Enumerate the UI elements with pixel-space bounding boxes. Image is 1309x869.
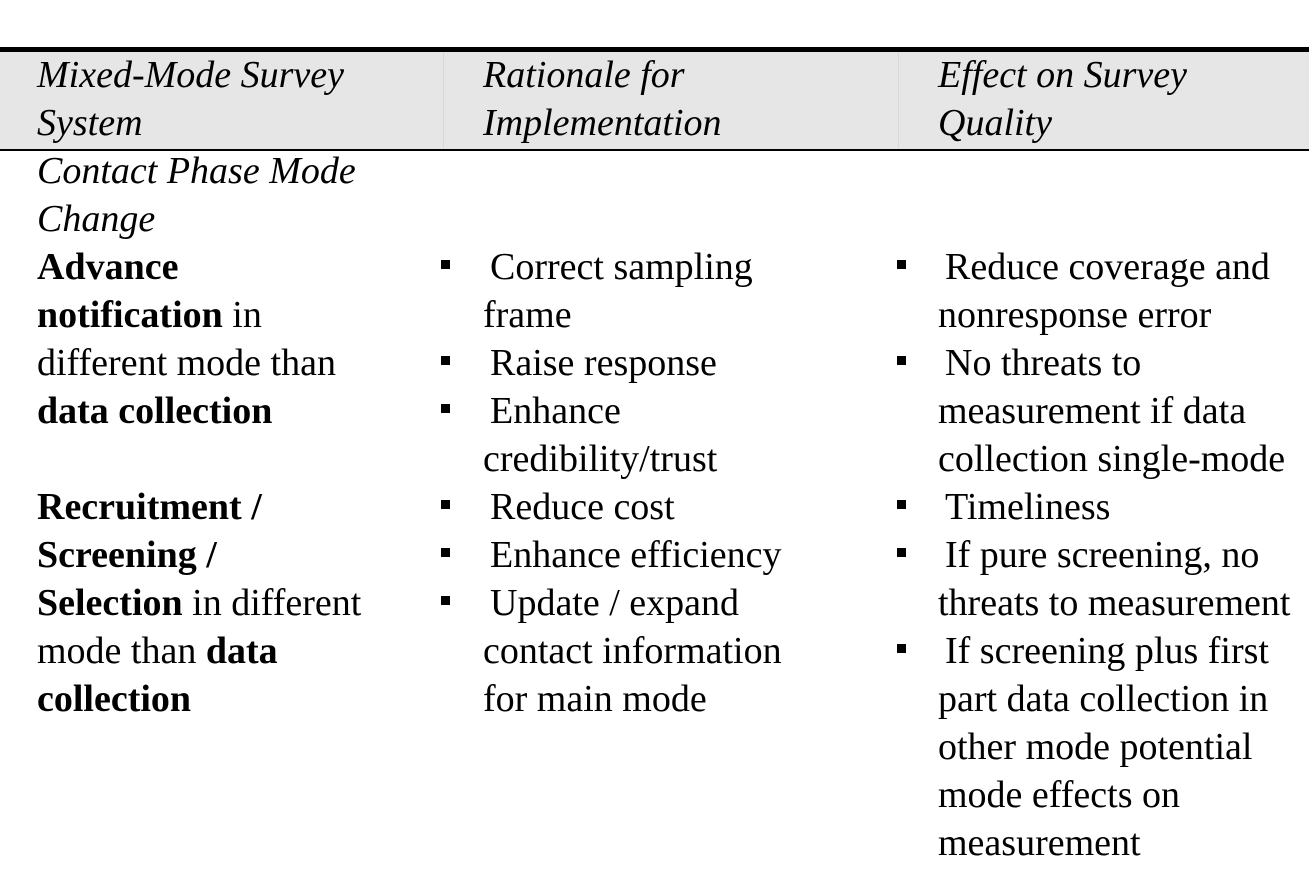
effect-item: collection single-mode <box>938 438 1286 480</box>
effect-item: If screening plus first <box>945 630 1269 672</box>
column-header: Effect on Survey <box>938 54 1188 96</box>
mode-system-text <box>37 291 262 339</box>
mode-system-text <box>37 675 191 723</box>
bullet-icon <box>441 404 450 413</box>
rationale-item: Correct sampling <box>490 246 753 288</box>
column-header: Quality <box>938 102 1052 144</box>
effect-item: mode effects on <box>938 774 1180 816</box>
mode-system-text <box>37 579 361 627</box>
column-header: Mixed-Mode Survey <box>37 54 345 96</box>
rationale-item: frame <box>483 294 572 336</box>
rationale-item: Enhance <box>490 390 621 432</box>
header-column-divider <box>898 52 899 149</box>
bold-term: collection <box>37 678 192 720</box>
bullet-icon <box>897 548 906 557</box>
effect-item: other mode potential <box>938 726 1253 768</box>
effect-item: part data collection in <box>938 678 1269 720</box>
text: in <box>222 294 262 336</box>
column-header: System <box>37 102 143 144</box>
bold-term: Screening / <box>37 534 217 576</box>
bullet-icon <box>441 596 450 605</box>
bullet-icon <box>441 356 450 365</box>
bold-term: Recruitment / <box>37 486 262 528</box>
effect-item: If pure screening, no <box>945 534 1260 576</box>
mode-system-text <box>37 243 178 291</box>
bold-term: data <box>205 630 278 672</box>
effect-item: measurement <box>938 822 1141 864</box>
rationale-item: for main mode <box>483 678 707 720</box>
section-title: Contact Phase Mode <box>37 150 356 192</box>
mode-system-text <box>37 627 278 675</box>
effect-item: No threats to <box>945 342 1142 384</box>
bold-term: Advance <box>37 246 179 288</box>
bullet-icon <box>441 548 450 557</box>
rationale-item: Reduce cost <box>490 486 675 528</box>
header-column-divider <box>443 52 444 149</box>
bold-term: data collection <box>37 390 273 432</box>
bullet-icon <box>441 500 450 509</box>
column-header: Rationale for <box>483 54 685 96</box>
effect-item: Timeliness <box>945 486 1111 528</box>
mode-system-text <box>37 387 272 435</box>
mode-system-text <box>37 483 262 531</box>
bold-term: Selection <box>37 582 183 624</box>
effect-item: measurement if data <box>938 390 1247 432</box>
bullet-icon <box>897 500 906 509</box>
bold-term: notification <box>37 294 223 336</box>
bullet-icon <box>897 356 906 365</box>
bullet-icon <box>897 260 906 269</box>
mode-system-text <box>37 339 336 387</box>
rationale-item: Update / expand <box>490 582 740 624</box>
column-header: Implementation <box>483 102 722 144</box>
mode-system-text <box>37 531 217 579</box>
rationale-item: Raise response <box>490 342 717 384</box>
bullet-icon <box>897 644 906 653</box>
bullet-icon <box>441 260 450 269</box>
effect-item: Reduce coverage and <box>945 246 1270 288</box>
text: in different <box>182 582 362 624</box>
section-title: Change <box>37 198 156 240</box>
effect-item: nonresponse error <box>938 294 1212 336</box>
text: different mode than <box>37 342 336 384</box>
effect-item: threats to measurement <box>938 582 1291 624</box>
rationale-item: Enhance efficiency <box>490 534 782 576</box>
text: mode than <box>37 630 206 672</box>
rationale-item: credibility/trust <box>483 438 718 480</box>
rationale-item: contact information <box>483 630 782 672</box>
